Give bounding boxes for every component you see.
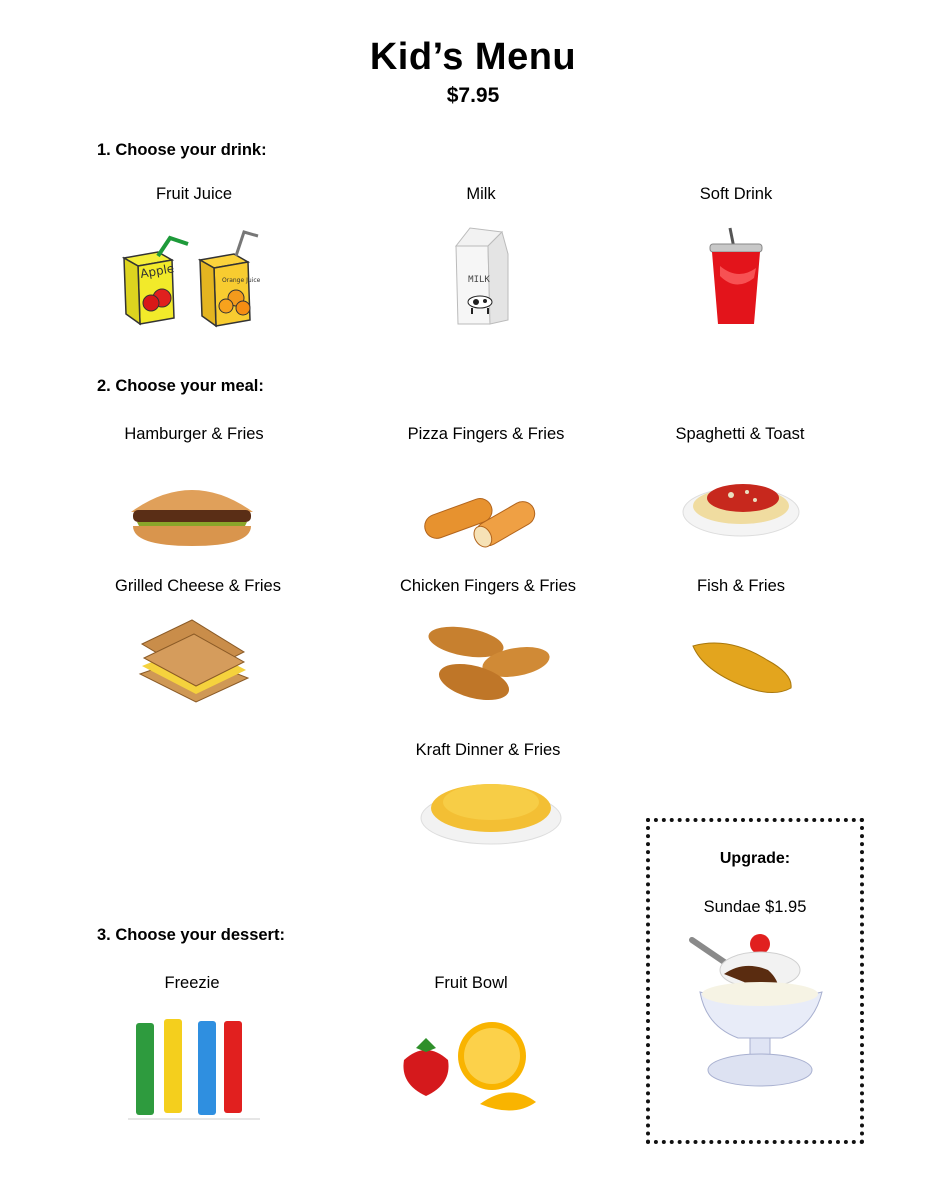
sundae-icon (684, 930, 832, 1092)
meal-label-kraft-dinner: Kraft Dinner & Fries (415, 741, 561, 759)
drink-label-milk: Milk (466, 185, 496, 203)
meal-section-heading: 2. Choose your meal: (97, 377, 264, 395)
fruit-icon (396, 1020, 544, 1120)
dessert-label-freezie: Freezie (164, 974, 220, 992)
drink-label-soft-drink: Soft Drink (699, 185, 773, 203)
mac-and-cheese-icon (420, 772, 562, 846)
meal-label-hamburger: Hamburger & Fries (124, 425, 264, 443)
meal-label-spaghetti: Spaghetti & Toast (675, 425, 805, 443)
spaghetti-icon (681, 462, 801, 540)
dessert-label-fruit-bowl: Fruit Bowl (434, 974, 508, 992)
freezie-icon (128, 1015, 260, 1123)
milk-carton-icon (446, 224, 516, 328)
upgrade-sundae-price: Sundae $1.95 (703, 898, 807, 916)
juice-box-label: Apple (139, 261, 176, 281)
juice-boxes-icon (118, 226, 268, 330)
drink-label-fruit-juice: Fruit Juice (155, 185, 233, 203)
meal-label-grilled-cheese: Grilled Cheese & Fries (115, 577, 281, 595)
juice-box-orange-label: Orange Juice (222, 277, 261, 284)
grilled-cheese-icon (132, 614, 256, 710)
meal-label-fish: Fish & Fries (696, 577, 785, 595)
menu-title: Kid’s Menu (369, 36, 577, 78)
milk-carton-label: MILK (468, 275, 490, 285)
fish-icon (689, 634, 797, 702)
dessert-section-heading: 3. Choose your dessert: (97, 926, 285, 944)
meal-label-pizza-fingers: Pizza Fingers & Fries (407, 425, 565, 443)
pizza-fingers-icon (420, 490, 540, 550)
soda-cup-icon (708, 226, 764, 328)
chicken-fingers-icon (420, 622, 552, 708)
hamburger-icon (127, 480, 257, 550)
upgrade-title: Upgrade: (719, 850, 791, 867)
menu-price: $7.95 (446, 84, 500, 107)
meal-label-chicken-fingers: Chicken Fingers & Fries (399, 577, 577, 595)
drink-section-heading: 1. Choose your drink: (97, 141, 267, 159)
